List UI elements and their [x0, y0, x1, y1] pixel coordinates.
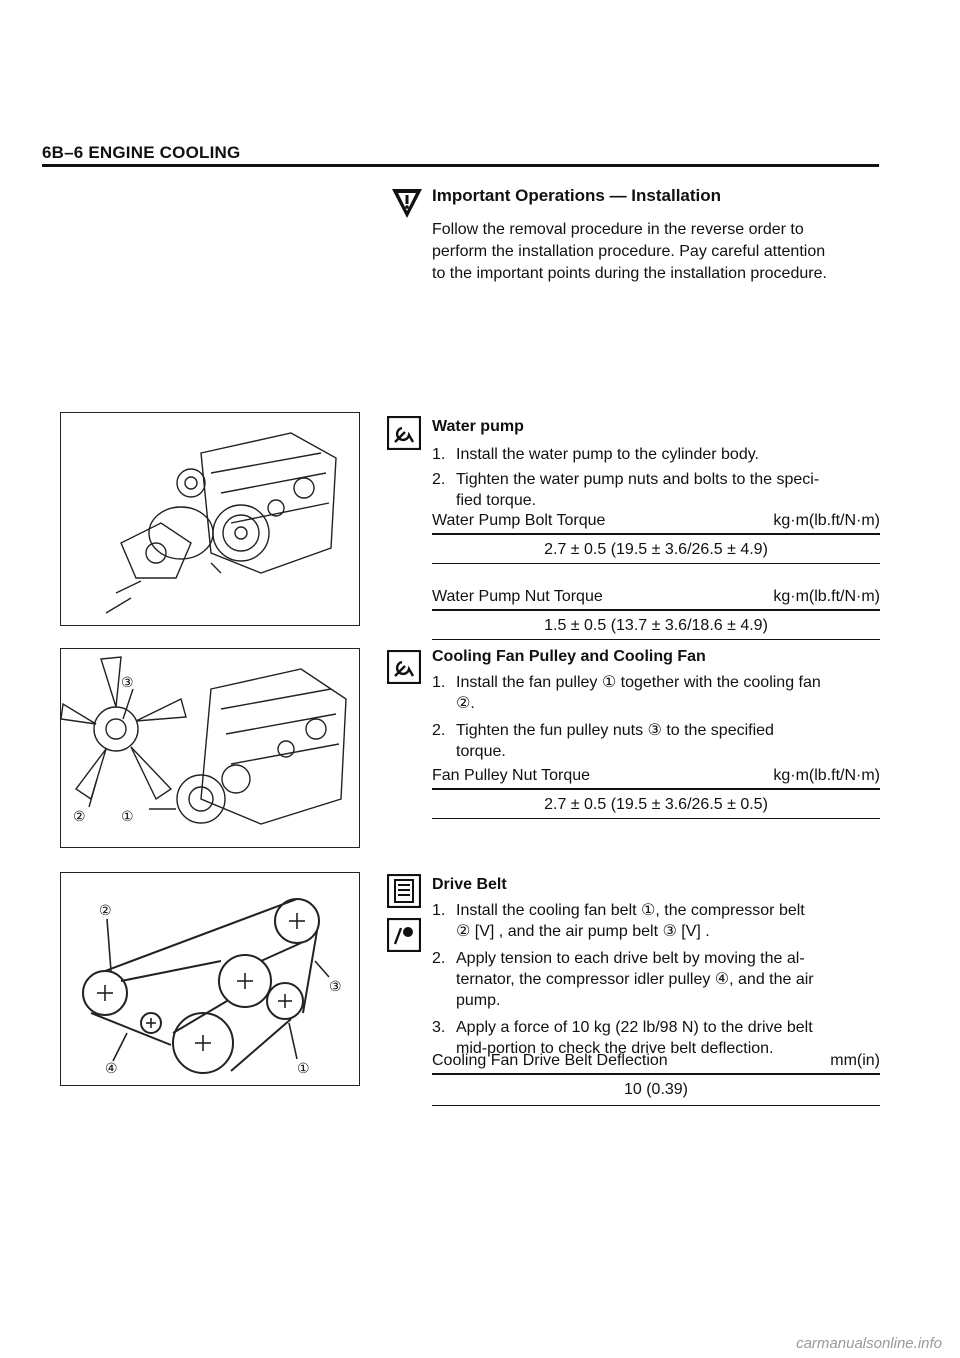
spec-label: Water Pump Bolt Torque: [432, 512, 606, 529]
step-line: ternator, the compressor idler pulley ④, and the air: [456, 971, 814, 988]
step-number: 1.: [432, 674, 446, 691]
installation-triangle-icon: [390, 186, 424, 220]
fan-label-1: ①: [121, 808, 134, 824]
spec-value: 2.7 ± 0.5 (19.5 ± 3.6/26.5 ± 4.9): [544, 540, 768, 558]
step-line: ② [V] , and the air pump belt ③ [V] .: [456, 923, 710, 940]
spec-bolt-torque: [432, 512, 880, 564]
list-item: [432, 444, 882, 465]
spec-nut-torque: [432, 588, 880, 640]
spec-rule: [432, 818, 880, 820]
step-number: 3.: [432, 1019, 446, 1036]
fan-label-3: ③: [121, 674, 134, 690]
step-text: [456, 672, 821, 714]
intro-body: [432, 219, 882, 285]
intro-line: perform the installation procedure. Pay careful attention: [432, 243, 826, 260]
step-line: Install the cooling fan belt ①, the compressor belt: [456, 902, 805, 919]
drive-belt-illustration: [61, 873, 359, 1085]
step-line: mid-portion to check the drive belt deflection.: [456, 1040, 774, 1057]
fan-steps: [432, 672, 882, 762]
belt-heading: Drive Belt: [432, 876, 507, 893]
wrench-icon: [387, 650, 421, 684]
step-text: [456, 948, 814, 1011]
step-line: Apply tension to each drive belt by moving the al-: [456, 950, 805, 967]
fan-heading: Cooling Fan Pulley and Cooling Fan: [432, 648, 706, 665]
water-pump-illustration: [61, 413, 359, 625]
intro-line: Follow the removal procedure in the reverse order to: [432, 221, 804, 238]
spec-fan-pulley-torque: [432, 767, 880, 819]
list-item: [432, 900, 882, 942]
spec-rule: [432, 788, 880, 790]
belt-steps: [432, 900, 882, 1059]
cooling-fan-illustration: [61, 649, 359, 847]
belt-label-1: ①: [297, 1060, 310, 1076]
step-number: 2.: [432, 722, 446, 739]
list-item: [432, 672, 882, 714]
step-line: Install the fan pulley ① together with the cooling fan: [456, 674, 821, 691]
step-number: 1.: [432, 446, 446, 463]
header-rule: [42, 164, 879, 167]
spec-value: 10 (0.39): [623, 1080, 689, 1098]
belt-label-4: ④: [105, 1060, 118, 1076]
drive-belt-figure: [60, 872, 360, 1086]
step-line: pump.: [456, 992, 501, 1009]
spec-unit: kg·m(lb.ft/N·m): [773, 512, 880, 529]
step-line: torque.: [456, 743, 506, 760]
belt-label-2: ②: [99, 902, 112, 918]
step-line: ②.: [456, 695, 475, 712]
step-number: 2.: [432, 471, 446, 488]
step-text: Install the water pump to the cylinder body.: [456, 446, 759, 463]
water-pump-heading: Water pump: [432, 418, 524, 435]
spec-label: Water Pump Nut Torque: [432, 588, 603, 605]
water-pump-steps: [432, 444, 882, 511]
spec-rule: [432, 1105, 880, 1107]
step-line: fied torque.: [456, 492, 537, 509]
page-header: 6B–6 ENGINE COOLING: [42, 143, 241, 162]
spec-label: Fan Pulley Nut Torque: [432, 767, 591, 784]
spec-rule: [432, 533, 880, 535]
step-text: [456, 720, 774, 762]
step-line: Tighten the water pump nuts and bolts to the speci-: [456, 471, 820, 488]
belt-label-3: ③: [329, 978, 342, 994]
step-text: [456, 900, 805, 942]
spec-rule: [432, 563, 880, 565]
spec-unit: kg·m(lb.ft/N·m): [773, 767, 880, 784]
intro-line: to the important points during the installation procedure.: [432, 265, 827, 282]
spec-value: 2.7 ± 0.5 (19.5 ± 3.6/26.5 ± 0.5): [544, 795, 768, 813]
list-item: [432, 948, 882, 1011]
spec-label: Cooling Fan Drive Belt Deflection: [432, 1052, 668, 1069]
intro-heading: Important Operations — Installation: [432, 186, 722, 205]
spec-rule: [432, 609, 880, 611]
step-line: Tighten the fun pulley nuts ③ to the specified: [456, 722, 774, 739]
cooling-fan-figure: [60, 648, 360, 848]
spec-rule: [432, 639, 880, 641]
spec-unit: kg·m(lb.ft/N·m): [773, 588, 880, 605]
spec-belt-deflection: [432, 1052, 880, 1106]
step-line: Apply a force of 10 kg (22 lb/98 N) to the drive belt: [456, 1019, 813, 1036]
list-item: [432, 469, 882, 511]
spec-value: 1.5 ± 0.5 (13.7 ± 3.6/18.6 ± 4.9): [544, 616, 768, 634]
step-number: 1.: [432, 902, 446, 919]
step-number: 2.: [432, 950, 446, 967]
fan-label-2: ②: [73, 808, 86, 824]
water-pump-figure: [60, 412, 360, 626]
watermark-link[interactable]: carmanualsonline.info: [796, 1335, 942, 1352]
spec-rule: [432, 1073, 880, 1075]
wrench-icon: [387, 416, 421, 450]
step-text: [456, 469, 819, 511]
gauge-icon: [387, 874, 421, 908]
list-item: [432, 720, 882, 762]
inspect-icon: [387, 918, 421, 952]
spec-unit: mm(in): [830, 1052, 880, 1069]
